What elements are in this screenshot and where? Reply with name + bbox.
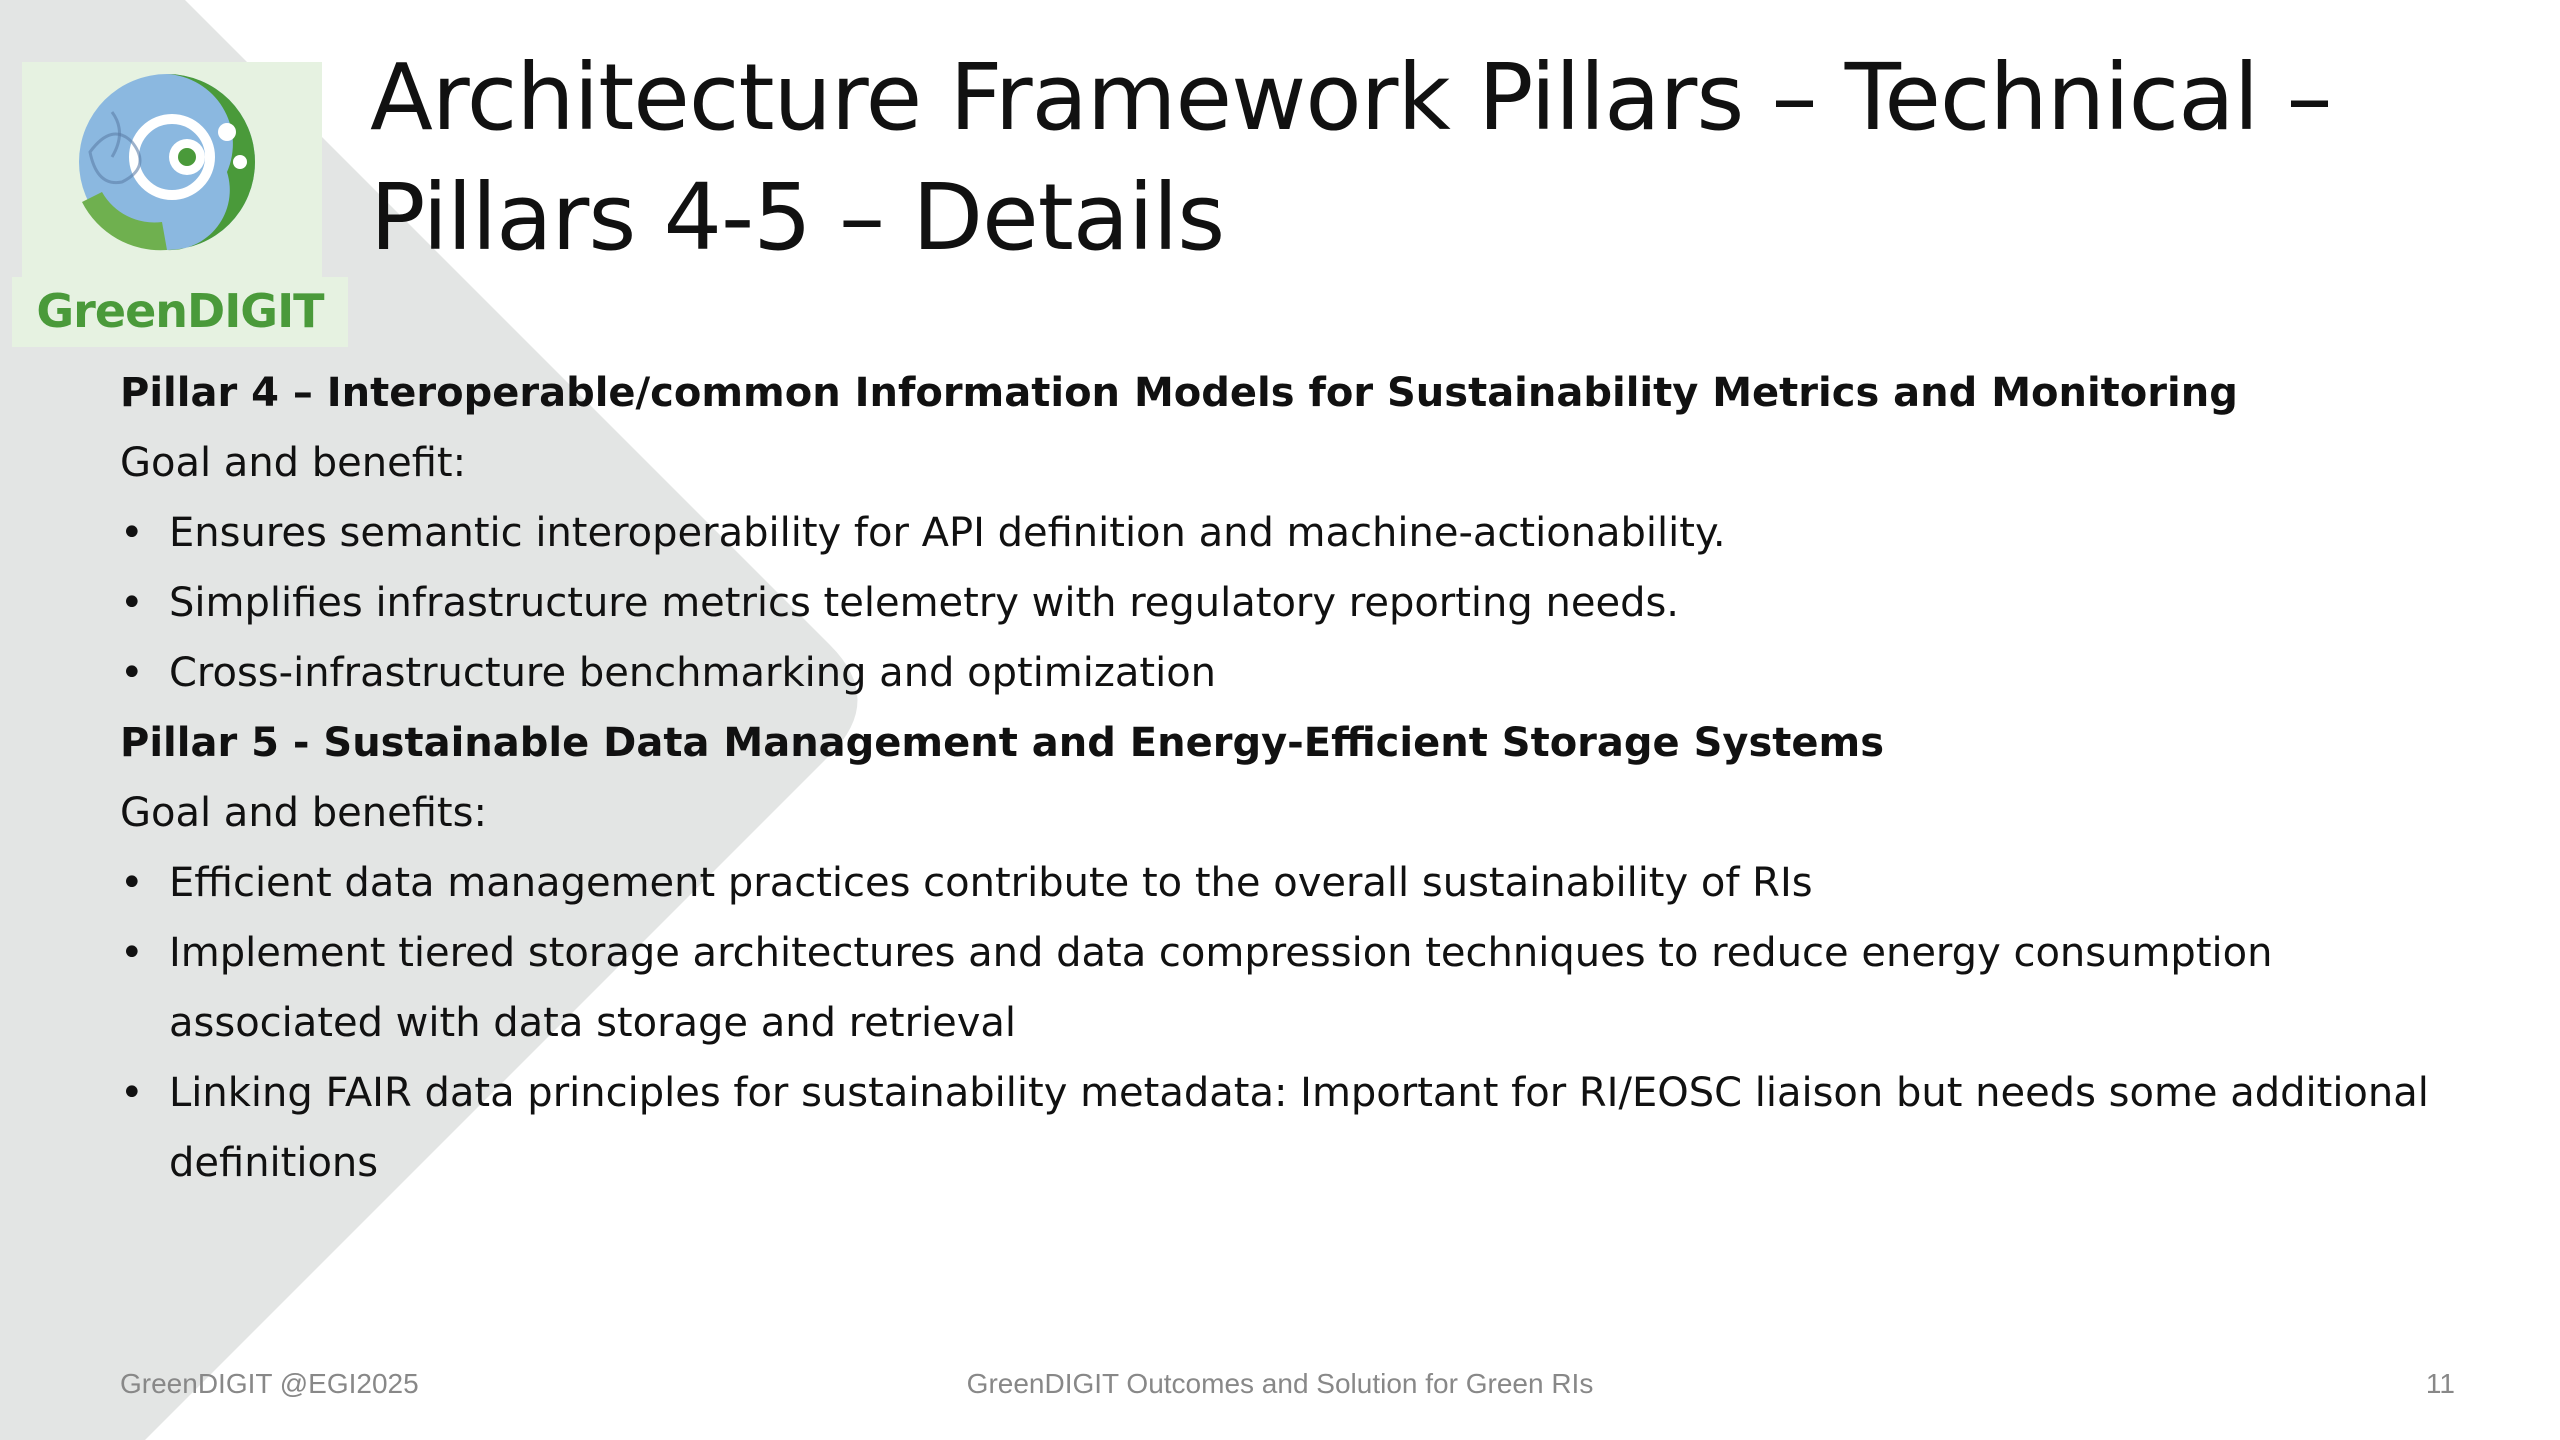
title-line-2: Pillars 4-5 – Details <box>370 164 1225 271</box>
pillar-5-heading: Pillar 5 - Sustainable Data Management and Energy-Efficient Storage Systems <box>120 720 1885 766</box>
title-line-1: Architecture Framework Pillars – Technical – <box>370 44 2332 151</box>
bullet-text: Cross-infrastructure benchmarking and optimization <box>169 650 1217 696</box>
pillar-4-goal-label: Goal and benefit: <box>120 440 467 486</box>
bullet-text: Ensures semantic interoperability for API definition and machine-actionability. <box>169 510 1726 556</box>
bullet-icon: • <box>120 510 144 556</box>
bullet-icon: • <box>120 930 144 976</box>
bullet-icon: • <box>120 1070 144 1116</box>
pillar-5-goal-label: Goal and benefits: <box>120 790 487 836</box>
bullet-icon: • <box>120 650 144 696</box>
list-item <box>120 918 2440 1058</box>
pillar-4-heading: Pillar 4 – Interoperable/common Information Models for Sustainability Metrics and Monitoring <box>120 370 2238 416</box>
bullet-icon: • <box>120 580 144 626</box>
page-number: 11 <box>2425 1368 2455 1399</box>
list-item <box>120 498 2440 568</box>
bullet-icon: • <box>120 860 144 906</box>
list-item <box>120 638 2440 708</box>
list-item <box>120 848 2440 918</box>
footer-center-text: GreenDIGIT Outcomes and Solution for Green RIs <box>966 1368 1594 1399</box>
bullet-text: Implement tiered storage architectures and data compression techniques to reduce energy consumption associated with data storage and retrieval <box>169 930 2273 1046</box>
logo-text: GreenDIGIT <box>36 284 324 338</box>
list-item <box>120 568 2440 638</box>
bullet-text: Linking FAIR data principles for sustainability metadata: Important for RI/EOSC liaison but needs some additional definitions <box>169 1070 2429 1186</box>
footer-left-text: GreenDIGIT @EGI2025 <box>120 1368 419 1399</box>
greendigit-logo <box>12 62 348 347</box>
list-item <box>120 1058 2440 1198</box>
slide-content <box>120 358 2440 1198</box>
slide-title <box>370 38 2470 278</box>
bullet-text: Simplifies infrastructure metrics telemetry with regulatory reporting needs. <box>169 580 1680 626</box>
bullet-text: Efficient data management practices contribute to the overall sustainability of RIs <box>169 860 1813 906</box>
